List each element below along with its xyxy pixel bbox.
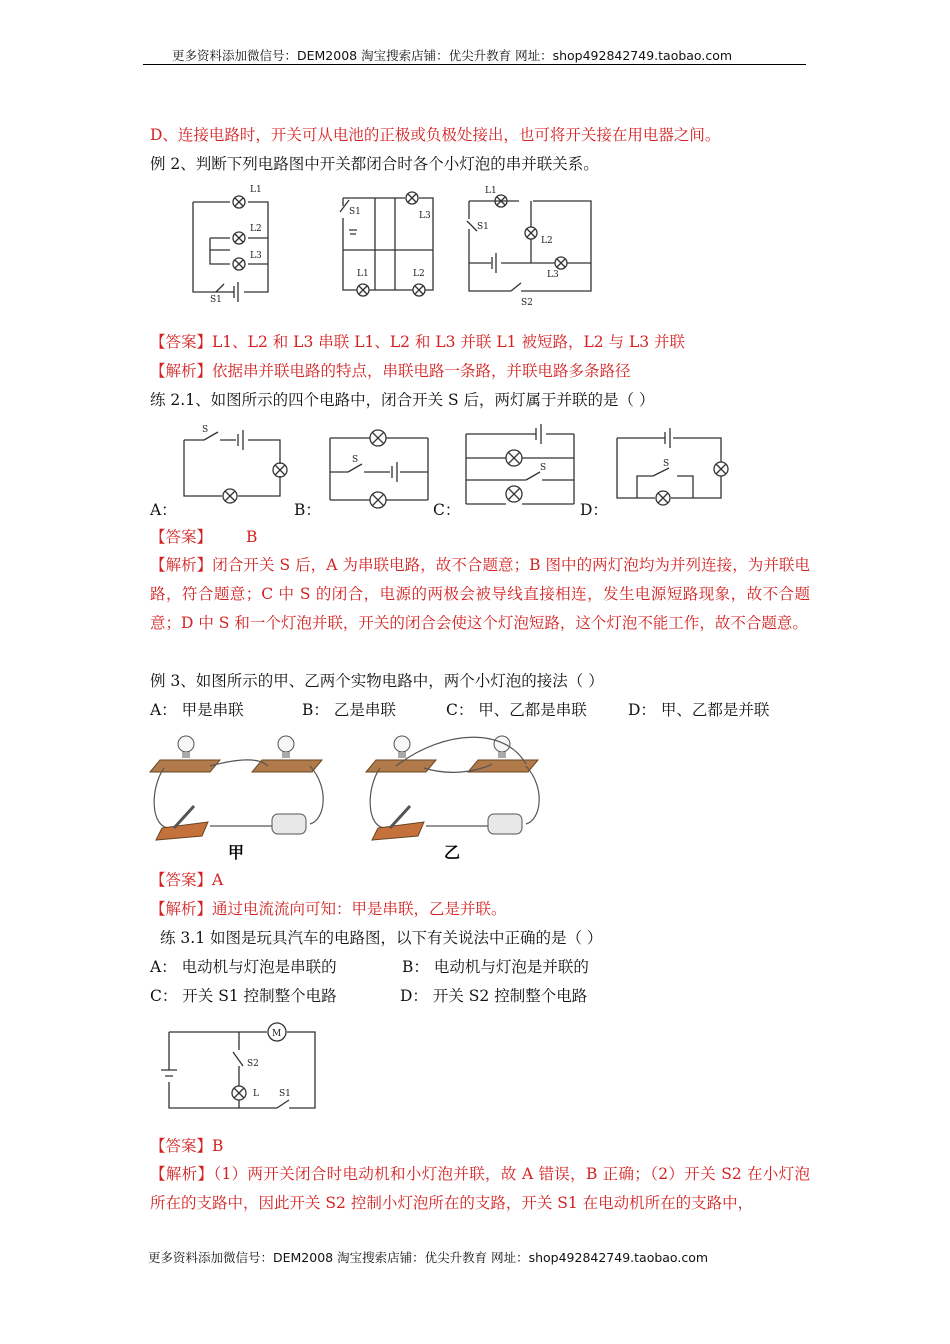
pr31-option-b: B： 电动机与灯泡是并联的	[402, 958, 589, 976]
label-s1: S1	[477, 222, 489, 232]
analysis-text: （1）两开关闭合时电动机和小灯泡并联，故 A 错误，B 正确；（2）开关 S2 在小灯泡所在的支路中，因此开关 S2 控制小灯泡所在的支路，开关 S1 在电动机所在的支路中，	[150, 1165, 810, 1212]
analysis-label: 【解析】	[150, 556, 213, 574]
label-l3: L3	[250, 251, 262, 261]
label-l2: L2	[250, 224, 262, 234]
answer-text: B	[246, 528, 258, 546]
analysis-label: 【解析】	[150, 900, 213, 918]
label-s1: S1	[279, 1089, 291, 1099]
answer-text: L1、L2 和 L3 串联 L1、L2 和 L3 并联 L1 被短路，L2 与 L3 并联	[212, 333, 686, 351]
ex3-circuit-jia	[150, 728, 330, 868]
pr31-analysis	[150, 1160, 810, 1218]
analysis-label: 【解析】	[150, 1165, 214, 1183]
label-l: L	[253, 1089, 259, 1099]
pr31-option-a: A： 电动机与灯泡是串联的	[150, 958, 337, 976]
analysis-text: 通过电流流向可知：甲是串联，乙是并联。	[212, 900, 507, 918]
label-l2: L2	[413, 269, 425, 279]
label-l3: L3	[547, 270, 559, 280]
analysis-text: 闭合开关 S 后，A 为串联电路，故不合题意；B 图中的两灯泡均为并列连接，为并联电路，符合题意；C 中 S 的闭合，电源的两极会被导线直接相连，发生电源短路现象，故不合题意；D 中 S 和一个灯泡并联，开关的闭合会使这个灯泡短路，这个灯泡不能工作，故不合题意。	[150, 556, 810, 632]
label-l2: L2	[541, 236, 553, 246]
option-d-line: D、连接电路时，开关可从电池的正极或负极处接出，也可将开关接在用电器之间。	[150, 126, 721, 144]
pr21-circuit-d	[613, 428, 733, 512]
ex3-circuit-yi	[366, 728, 546, 868]
page-header: 更多资料添加微信号：DEM2008 淘宝搜索店铺：优尖升教育 网址：shop492842749.taobao.com	[172, 48, 733, 63]
ex3-option-a: A： 甲是串联	[150, 701, 244, 719]
caption-yi: 乙	[444, 843, 461, 862]
ex3-answer	[150, 869, 223, 891]
label-l3: L3	[419, 211, 431, 221]
answer-label: 【答案】	[150, 1137, 213, 1155]
analysis-label: 【解析】	[150, 362, 213, 380]
pr31-option-c: C： 开关 S1 控制整个电路	[150, 987, 337, 1005]
example-3-question: 例 3、如图所示的甲、乙两个实物电路中，两个小灯泡的接法（ ）	[150, 672, 604, 690]
ex2-answer	[150, 331, 685, 353]
label-l1: L1	[485, 186, 497, 196]
answer-text: A	[212, 871, 224, 889]
answer-label: 【答案】	[150, 528, 213, 546]
label-s2: S2	[247, 1059, 259, 1069]
label-s: S	[352, 455, 359, 465]
label-s: S	[540, 463, 547, 473]
ex2-circuit-parallel	[335, 190, 440, 300]
pr21-circuit-a	[180, 425, 295, 504]
pr31-circuit	[155, 1020, 325, 1120]
pr31-answer	[150, 1135, 223, 1157]
label-s1: S1	[210, 295, 222, 305]
answer-text: B	[212, 1137, 224, 1155]
ex2-circuit-short	[465, 185, 595, 307]
ex3-option-c: C： 甲、乙都是串联	[446, 701, 587, 719]
pr21-answer	[150, 526, 257, 548]
label-s: S	[663, 459, 670, 469]
label-l1: L1	[250, 185, 262, 195]
ex3-option-d: D： 甲、乙都是并联	[628, 701, 770, 719]
label-s: S	[202, 425, 209, 435]
header-rule	[143, 64, 806, 65]
answer-label: 【答案】	[150, 871, 213, 889]
pr21-option-b-label: B：	[294, 501, 321, 519]
answer-label: 【答案】	[150, 333, 213, 351]
ex3-option-b: B： 乙是串联	[302, 701, 396, 719]
ex2-circuit-series	[190, 180, 270, 305]
pr21-circuit-b	[322, 428, 437, 508]
caption-jia: 甲	[228, 843, 245, 862]
pr21-circuit-c	[462, 428, 582, 512]
ex2-analysis	[150, 360, 631, 382]
ex3-analysis	[150, 898, 507, 920]
pr21-option-d-label: D：	[580, 501, 608, 519]
practice-2-1-question: 练 2.1、如图所示的四个电路中，闭合开关 S 后，两灯属于并联的是（ ）	[150, 391, 655, 409]
pr21-analysis	[150, 551, 810, 638]
label-m: M	[272, 1029, 282, 1039]
label-s2: S2	[521, 298, 533, 308]
pr21-option-c-label: C：	[433, 501, 461, 519]
page-footer: 更多资料添加微信号：DEM2008 淘宝搜索店铺：优尖升教育 网址：shop492842749.taobao.com	[148, 1250, 709, 1265]
pr21-option-a-label: A：	[150, 501, 177, 519]
example-2-question: 例 2、判断下列电路图中开关都闭合时各个小灯泡的串并联关系。	[150, 155, 599, 173]
analysis-text: 依据串并联电路的特点，串联电路一条路，并联电路多条路径	[212, 362, 631, 380]
label-l1: L1	[357, 269, 369, 279]
pr31-option-d: D： 开关 S2 控制整个电路	[400, 987, 588, 1005]
practice-3-1-question: 练 3.1 如图是玩具汽车的电路图，以下有关说法中正确的是（ ）	[160, 929, 603, 947]
label-s1: S1	[349, 207, 361, 217]
